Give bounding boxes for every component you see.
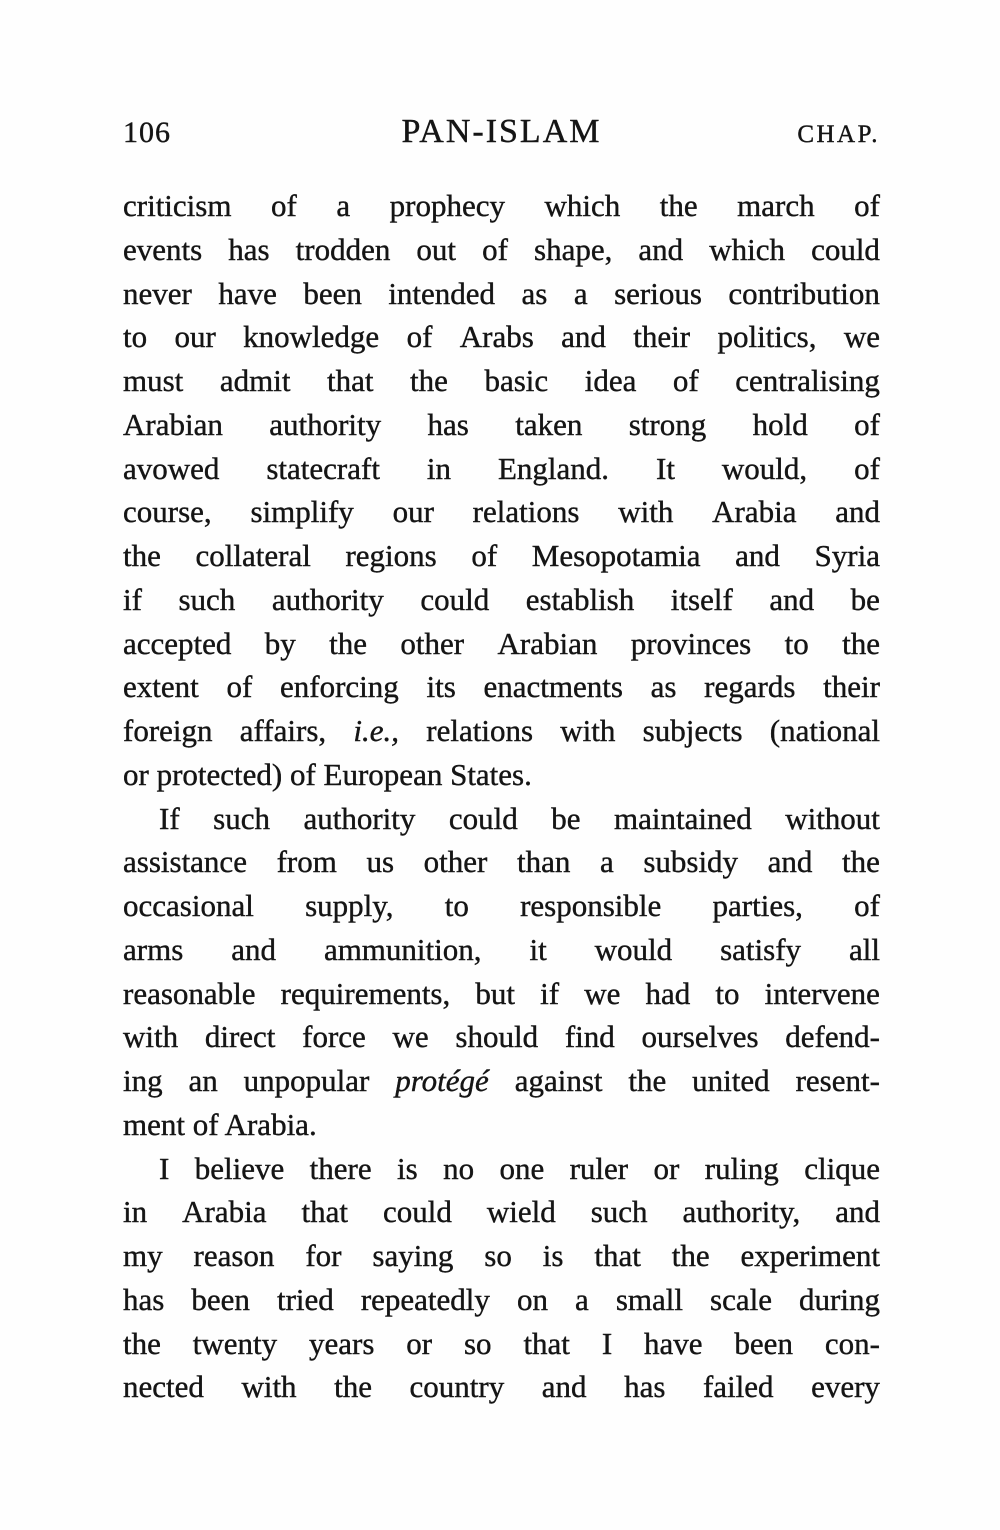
word: serious (614, 275, 702, 311)
chapter-label: CHAP. (797, 121, 880, 148)
word: an (188, 1063, 218, 1098)
word: out (416, 231, 457, 267)
word: admit (219, 363, 291, 398)
text-line (123, 403, 880, 447)
word: ourselves (641, 1019, 759, 1055)
text-line (123, 884, 880, 928)
word: strong (628, 406, 707, 442)
word: so (463, 1325, 492, 1361)
word: of (271, 188, 297, 223)
word: wield (486, 1194, 556, 1230)
word: without (785, 800, 880, 836)
word: subjects (642, 713, 743, 748)
word: we (843, 319, 880, 355)
word: relations (426, 713, 534, 748)
word: with (560, 713, 616, 748)
word: twenty (192, 1325, 278, 1361)
word: and (541, 1369, 587, 1405)
word: prophecy (389, 188, 505, 223)
word: been (303, 275, 362, 311)
text-line (123, 928, 880, 972)
word: supply, (305, 888, 394, 923)
text-line (123, 1322, 880, 1366)
text-line (123, 1103, 880, 1147)
page-header (123, 113, 880, 151)
word: intervene (764, 975, 880, 1011)
word: affairs, (239, 713, 327, 748)
word: and (735, 538, 780, 573)
word: our (174, 319, 216, 355)
word: authority (269, 406, 382, 442)
word: satisfy (720, 931, 802, 967)
text-line (123, 622, 880, 666)
word: authority, (682, 1194, 801, 1230)
text-line (123, 228, 880, 272)
word: have (644, 1325, 703, 1361)
word: the (334, 1369, 372, 1405)
page-number: 106 (123, 116, 171, 149)
text-line (123, 1059, 880, 1103)
word: clique (804, 1150, 880, 1186)
word: to (123, 319, 148, 355)
word: been (191, 1281, 250, 1317)
word: my (123, 1238, 163, 1273)
word: which (709, 231, 785, 267)
text-line (123, 1015, 880, 1059)
word: been (734, 1325, 793, 1361)
word: enactments (483, 669, 623, 705)
text-line (123, 1147, 880, 1191)
text-line (123, 578, 880, 622)
word: could (382, 1194, 452, 1230)
word: has (228, 231, 270, 267)
word: authority (303, 800, 416, 836)
word: and (767, 844, 813, 880)
word: of (854, 450, 880, 486)
word: Arabia (712, 494, 797, 530)
word: itself (670, 581, 733, 617)
word: believe (194, 1150, 285, 1186)
word: responsible (520, 888, 662, 923)
word: their (823, 669, 880, 705)
text-line (123, 1278, 880, 1322)
word: to (784, 625, 809, 661)
word: of (672, 363, 699, 398)
word: and (561, 319, 606, 355)
text-segment: or protected) of European States. (123, 756, 532, 792)
word: collateral (195, 538, 311, 573)
word: idea (584, 363, 637, 398)
word: protégé (395, 1063, 489, 1098)
word: Syria (814, 538, 880, 573)
word: in (123, 1194, 148, 1230)
word: Arabian (123, 406, 223, 442)
word: find (564, 1019, 615, 1055)
word: and (638, 231, 684, 267)
word: tried (276, 1281, 334, 1317)
text-segment: ment of Arabia. (123, 1106, 317, 1142)
word: against (514, 1063, 603, 1098)
word: events (123, 231, 203, 267)
word: con- (824, 1325, 880, 1361)
word: never (123, 275, 192, 311)
word: a (599, 844, 614, 880)
word: such (590, 1194, 648, 1230)
word: on (516, 1281, 548, 1317)
word: than (516, 844, 571, 880)
word: direct (204, 1019, 276, 1055)
word: ruler (569, 1150, 629, 1186)
word: extent (123, 669, 199, 705)
word: united (692, 1063, 770, 1098)
running-title: PAN-ISLAM (401, 113, 602, 150)
word: If (159, 800, 180, 836)
word: reasonable (123, 975, 256, 1011)
word: march (737, 188, 815, 223)
word: the (628, 1063, 667, 1098)
word: our (392, 494, 434, 530)
word: of (226, 669, 253, 705)
word: relations (472, 494, 580, 530)
word: hold (752, 406, 808, 442)
word: other (400, 625, 465, 661)
word: maintained (613, 800, 752, 836)
word: nected (123, 1369, 204, 1405)
word: would, (721, 450, 808, 486)
text-line (123, 972, 880, 1016)
word: (national (769, 713, 880, 748)
word: should (455, 1019, 539, 1055)
word: occasional (123, 888, 254, 923)
word: has (624, 1369, 666, 1405)
word: course, (123, 494, 212, 530)
text-line (123, 797, 880, 841)
word: of (854, 406, 880, 442)
word: could (811, 231, 880, 267)
word: repeatedly (360, 1281, 490, 1317)
text-line (123, 359, 880, 403)
word: contribution (728, 275, 880, 311)
word: Arabia (182, 1194, 267, 1230)
word: the (842, 625, 880, 661)
word: there (309, 1150, 372, 1186)
word: from (276, 844, 337, 880)
word: accepted (123, 625, 232, 661)
word: has (427, 406, 469, 442)
word: we (584, 975, 621, 1011)
word: or (653, 1150, 680, 1186)
word: by (264, 625, 296, 661)
word: scale (710, 1281, 772, 1317)
word: subsidy (643, 844, 739, 880)
word: I (159, 1150, 170, 1186)
word: a (575, 1281, 589, 1317)
word: so (484, 1238, 512, 1273)
text-line (123, 315, 880, 359)
word: resent- (795, 1063, 880, 1098)
word: country (409, 1369, 505, 1405)
word: had (645, 975, 691, 1011)
word: Mesopotamia (531, 538, 701, 573)
word: the (123, 538, 161, 573)
word: Arabian (497, 625, 598, 661)
word: shape, (534, 231, 613, 267)
word: or (406, 1325, 433, 1361)
word: other (423, 844, 488, 880)
word: is (542, 1238, 564, 1273)
word: the (329, 625, 368, 661)
word: one (499, 1150, 545, 1186)
word: has (123, 1281, 165, 1317)
word: could (448, 800, 518, 836)
word: if (123, 581, 142, 617)
word: failed (702, 1369, 774, 1405)
word: the (123, 1325, 161, 1361)
word: if (540, 975, 560, 1011)
word: ammunition, (323, 931, 482, 967)
word: and (231, 931, 276, 967)
word: its (426, 669, 456, 705)
word: that (327, 363, 374, 398)
word: of (854, 188, 880, 223)
word: every (811, 1369, 880, 1405)
word: would (594, 931, 673, 967)
word: the (659, 188, 698, 223)
word: arms (123, 931, 184, 967)
word: saying (372, 1238, 454, 1273)
word: Arabs (459, 319, 534, 355)
word: a (573, 275, 588, 311)
word: trodden (295, 231, 391, 267)
word: that (594, 1238, 641, 1273)
text-line (123, 1365, 880, 1409)
word: could (420, 581, 490, 617)
word: requirements, (280, 975, 451, 1011)
word: and (835, 494, 880, 530)
word: be (551, 800, 581, 836)
word: intended (388, 275, 496, 311)
word: the (410, 363, 448, 398)
word: simplify (250, 494, 354, 530)
word: ruling (704, 1150, 779, 1186)
word: enforcing (279, 669, 399, 705)
text-line (123, 1234, 880, 1278)
word: statecraft (266, 450, 380, 486)
word: centralising (735, 363, 880, 398)
word: in (426, 450, 452, 486)
word: establish (525, 581, 635, 617)
text-line (123, 490, 880, 534)
word: basic (484, 363, 549, 398)
word: experiment (740, 1238, 880, 1273)
page-body (123, 184, 880, 1409)
word: with (241, 1369, 297, 1405)
word: regions (345, 538, 437, 573)
word: It (656, 450, 675, 486)
text-line (123, 1190, 880, 1234)
word: must (123, 363, 184, 398)
word: provinces (630, 625, 752, 661)
text-line (123, 184, 880, 228)
word: foreign (123, 713, 213, 748)
word: their (633, 319, 691, 355)
word: a (336, 188, 351, 223)
word: taken (515, 406, 583, 442)
word: as (650, 669, 677, 705)
word: I (601, 1325, 613, 1361)
word: defend- (785, 1019, 880, 1055)
word: that (523, 1325, 570, 1361)
word: as (521, 275, 548, 311)
text-line (123, 534, 880, 578)
word: of (406, 319, 433, 355)
text-line (123, 272, 880, 316)
text-line (123, 709, 880, 753)
word: us (366, 844, 395, 880)
word: unpopular (243, 1063, 370, 1098)
word: is (396, 1150, 418, 1186)
word: i.e., (353, 713, 400, 748)
word: assistance (123, 844, 247, 880)
word: such (178, 581, 236, 617)
word: the (671, 1238, 710, 1273)
word: small (615, 1281, 683, 1317)
word: to (715, 975, 740, 1011)
word: and (769, 581, 815, 617)
word: for (305, 1238, 342, 1273)
word: parties, (712, 888, 803, 923)
word: ing (123, 1063, 163, 1098)
word: England. (497, 450, 610, 486)
word: years (309, 1325, 375, 1361)
word: criticism (123, 188, 232, 223)
word: all (849, 931, 880, 967)
word: during (799, 1281, 880, 1317)
word: have (218, 275, 277, 311)
word: of (471, 538, 498, 573)
word: politics, (717, 319, 817, 355)
word: of (482, 231, 508, 267)
word: it (529, 931, 547, 967)
word: such (213, 800, 270, 836)
word: authority (271, 581, 384, 617)
text-line (123, 447, 880, 491)
word: force (302, 1019, 366, 1055)
word: but (475, 975, 515, 1011)
word: avowed (123, 450, 220, 486)
word: regards (704, 669, 796, 705)
word: be (850, 581, 880, 617)
word: with (123, 1019, 179, 1055)
text-line (123, 753, 880, 797)
word: that (301, 1194, 348, 1230)
word: which (544, 188, 621, 223)
word: with (618, 494, 674, 530)
word: of (854, 888, 880, 923)
word: to (444, 888, 469, 923)
word: the (842, 844, 880, 880)
word: we (392, 1019, 429, 1055)
word: and (835, 1194, 880, 1230)
word: no (443, 1150, 475, 1186)
word: knowledge (243, 319, 380, 355)
text-line (123, 665, 880, 709)
text-line (123, 840, 880, 884)
word: reason (193, 1238, 275, 1273)
